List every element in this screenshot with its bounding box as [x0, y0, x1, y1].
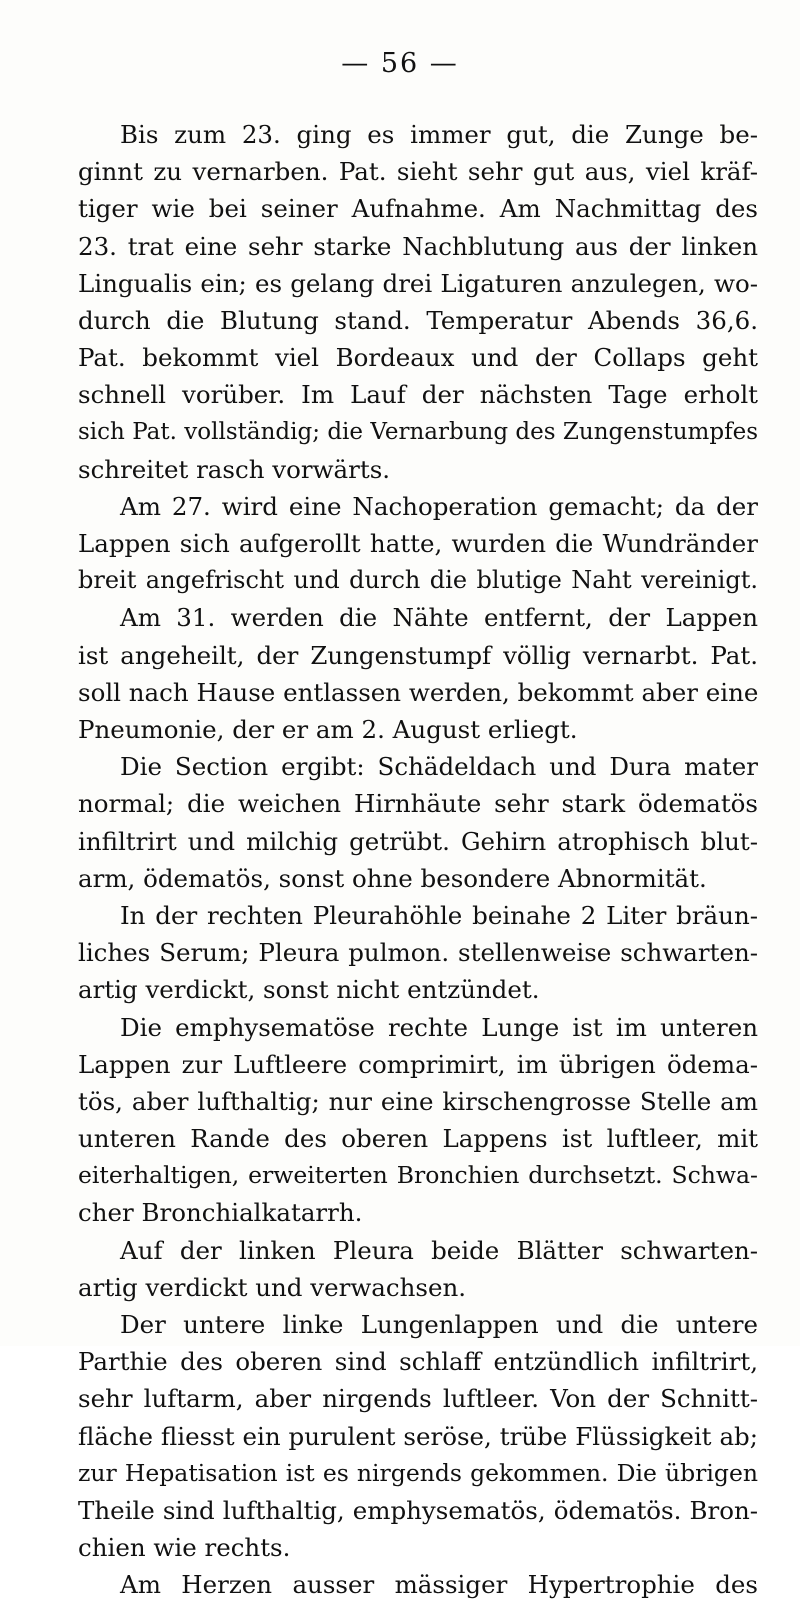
text-line: Lappen sich aufgerollt hatte, wurden die Wundränder [78, 529, 758, 559]
text-line: durch die Blutung stand. Temperatur Abends 36,6. [78, 305, 758, 335]
text-line: ist angeheilt, der Zungenstumpf völlig vernarbt. Pat. [78, 640, 758, 670]
page-number: — 56 — [341, 48, 459, 79]
text-line: Der untere linke Lungenlappen und die untere [120, 1310, 758, 1339]
text-line: sehr luftarm, aber nirgends luftleer. Von der Schnitt- [78, 1384, 758, 1414]
text-line: cher Bronchialkatarrh. [78, 1198, 363, 1228]
text-line: Parthie des oberen sind schlaff entzündlich infiltrirt, [78, 1347, 758, 1377]
text-line: zur Hepatisation ist es nirgends gekommen. Die übrigen [78, 1458, 758, 1487]
text-line: liches Serum; Pleura pulmon. stellenweise schwarten- [78, 938, 758, 968]
text-line: tiger wie bei seiner Aufnahme. Am Nachmittag des [78, 194, 758, 224]
body-text [78, 116, 758, 1604]
text-line: breit angefrischt und durch die blutige Naht vereinigt. [78, 566, 758, 595]
text-line: schreitet rasch vorwärts. [78, 454, 391, 484]
text-line: Am 31. werden die Nähte entfernt, der Lappen [120, 603, 758, 633]
text-line: Lingualis ein; es gelang drei Ligaturen anzulegen, wo- [78, 268, 758, 298]
text-line: unteren Rande des oberen Lappens ist luftleer, mit [78, 1124, 758, 1154]
text-line: Theile sind lufthaltig, emphysematös, ödematös. Bron- [78, 1495, 758, 1525]
text-line: Pneumonie, der er am 2. August erliegt. [78, 715, 578, 744]
text-line: tös, aber lufthaltig; nur eine kirschengrosse Stelle am [78, 1086, 758, 1116]
text-line: Die Section ergibt: Schädeldach und Dura mater [120, 752, 758, 782]
text-line: In der rechten Pleurahöhle beinahe 2 Liter bräun- [120, 900, 758, 930]
text-line: Am 27. wird eine Nachoperation gemacht; da der [120, 491, 758, 521]
text-line: artig verdickt, sonst nicht entzündet. [78, 975, 540, 1005]
text-line: sich Pat. vollständig; die Vernarbung des Zungenstumpfes [78, 418, 758, 445]
text-line: Pat. bekommt viel Bordeaux und der Collaps geht [78, 343, 758, 373]
text-line: normal; die weichen Hirnhäute sehr stark ödematös [78, 789, 758, 819]
text-line: arm, ödematös, sonst ohne besondere Abnormität. [78, 863, 707, 893]
text-line: Die emphysematöse rechte Lunge ist im unteren [120, 1012, 758, 1042]
text-line: chien wie rechts. [78, 1533, 291, 1563]
text-line: eiterhaltigen, erweiterten Bronchien durchsetzt. Schwa- [78, 1161, 758, 1190]
text-line: 23. trat eine sehr starke Nachblutung aus der linken [78, 231, 758, 261]
text-line: Lappen zur Luftleere comprimirt, im übrigen ödema- [78, 1049, 758, 1079]
text-line: schnell vorüber. Im Lauf der nächsten Tage erholt [78, 380, 758, 410]
text-line: Am Herzen ausser mässiger Hypertrophie des [120, 1570, 758, 1600]
text-line: Bis zum 23. ging es immer gut, die Zunge be- [120, 120, 758, 149]
text-line: Auf der linken Pleura beide Blätter schwarten- [120, 1235, 758, 1265]
text-line: fläche fliesst ein purulent seröse, trübe Flüssigkeit ab; [78, 1421, 758, 1451]
text-line: infiltrirt und milchig getrübt. Gehirn atrophisch blut- [78, 826, 758, 856]
text-line: artig verdickt und verwachsen. [78, 1272, 467, 1302]
text-line: ginnt zu vernarben. Pat. sieht sehr gut aus, viel kräf- [78, 157, 758, 187]
text-line: soll nach Hause entlassen werden, bekommt aber eine [78, 677, 759, 707]
